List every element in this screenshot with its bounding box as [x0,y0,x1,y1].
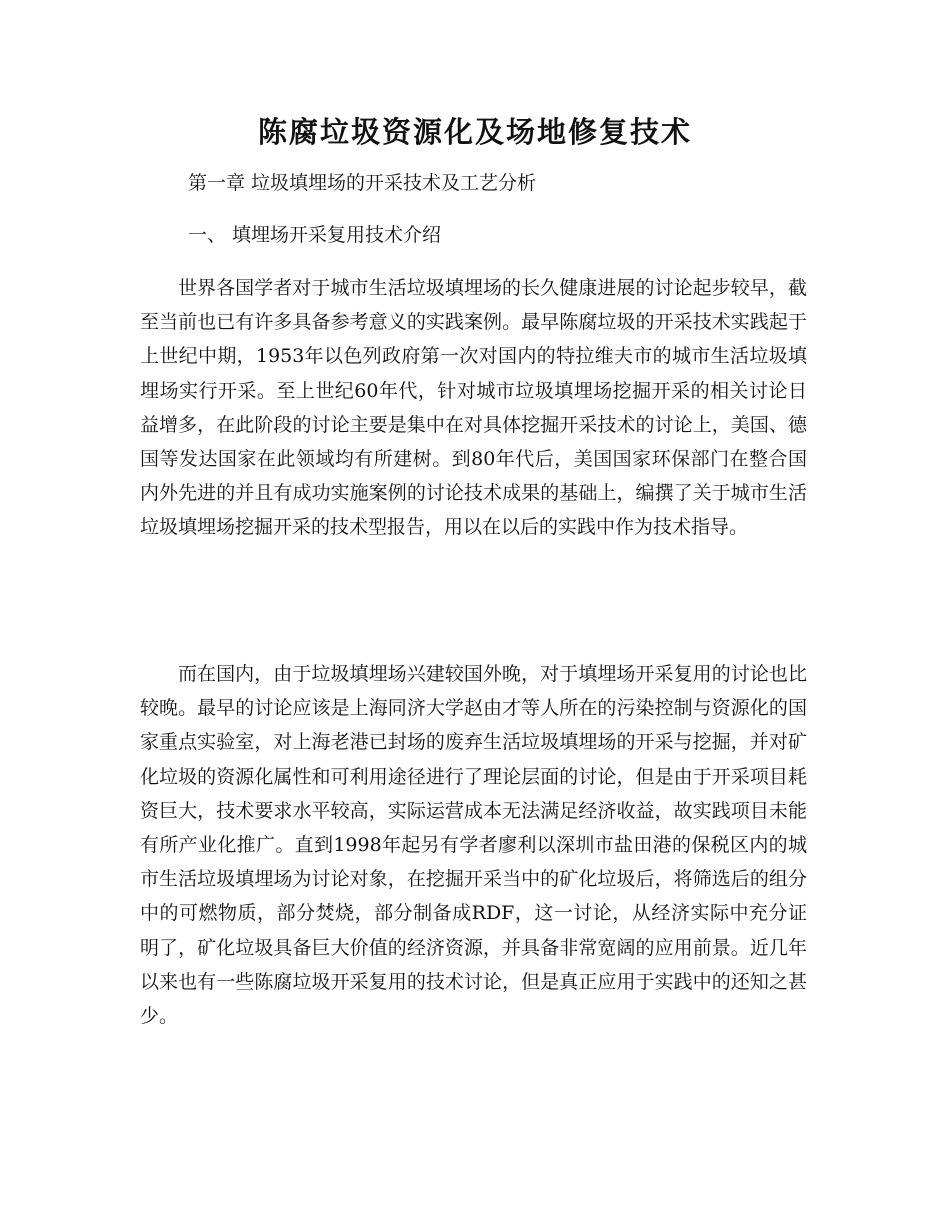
body-paragraph-2: 而在国内，由于垃圾填埋场兴建较国外晚，对于填埋场开采复用的讨论也比较晚。最早的讨论应该是上海同济大学赵由才等人所在的污染控制与资源化的国家重点实验室，对上海老港已封场的废弃生活垃圾填埋场的开采与挖掘，并对矿化垃圾的资源化属性和可利用途径进行了理论层面的讨论，但是由于开采项目耗资巨大，技术要求水平较高，实际运营成本无法满足经济收益，故实践项目未能有所产业化推广。直到1998年起另有学者廖利以深圳市盐田港的保税区内的城市生活垃圾填埋场为讨论对象，在挖掘开采当中的矿化垃圾后，将筛选后的组分中的可燃物质，部分焚烧，部分制备成RDF，这一讨论，从经济实际中充分证明了，矿化垃圾具备巨大价值的经济资源，并具备非常宽阔的应用前景。近几年以来也有一些陈腐垃圾开采复用的技术讨论，但是真正应用于实践中的还知之甚少。 [140,663,807,1028]
chapter-heading: 第一章 垃圾填埋场的开采技术及工艺分析 [188,172,537,194]
section-heading: 一、 填埋场开采复用技术介绍 [188,224,442,246]
document-title: 陈腐垃圾资源化及场地修复技术 [257,115,692,149]
body-paragraph-1: 世界各国学者对于城市生活垃圾填埋场的长久健康进展的讨论起步较早，截至当前也已有许多具备参考意义的实践案例。最早陈腐垃圾的开采技术实践起于上世纪中期，1953年以色列政府第一次对国内的特拉维夫市的城市生活垃圾填埋场实行开采。至上世纪60年代，针对城市垃圾填埋场挖掘开采的相关讨论日益增多，在此阶段的讨论主要是集中在对具体挖掘开采技术的讨论上，美国、德国等发达国家在此领域均有所建树。到80年代后，美国国家环保部门在整合国内外先进的并且有成功实施案例的讨论技术成果的基础上，编撰了关于城市生活垃圾填埋场挖掘开采的技术型报告，用以在以后的实践中作为技术指导。 [140,277,807,539]
